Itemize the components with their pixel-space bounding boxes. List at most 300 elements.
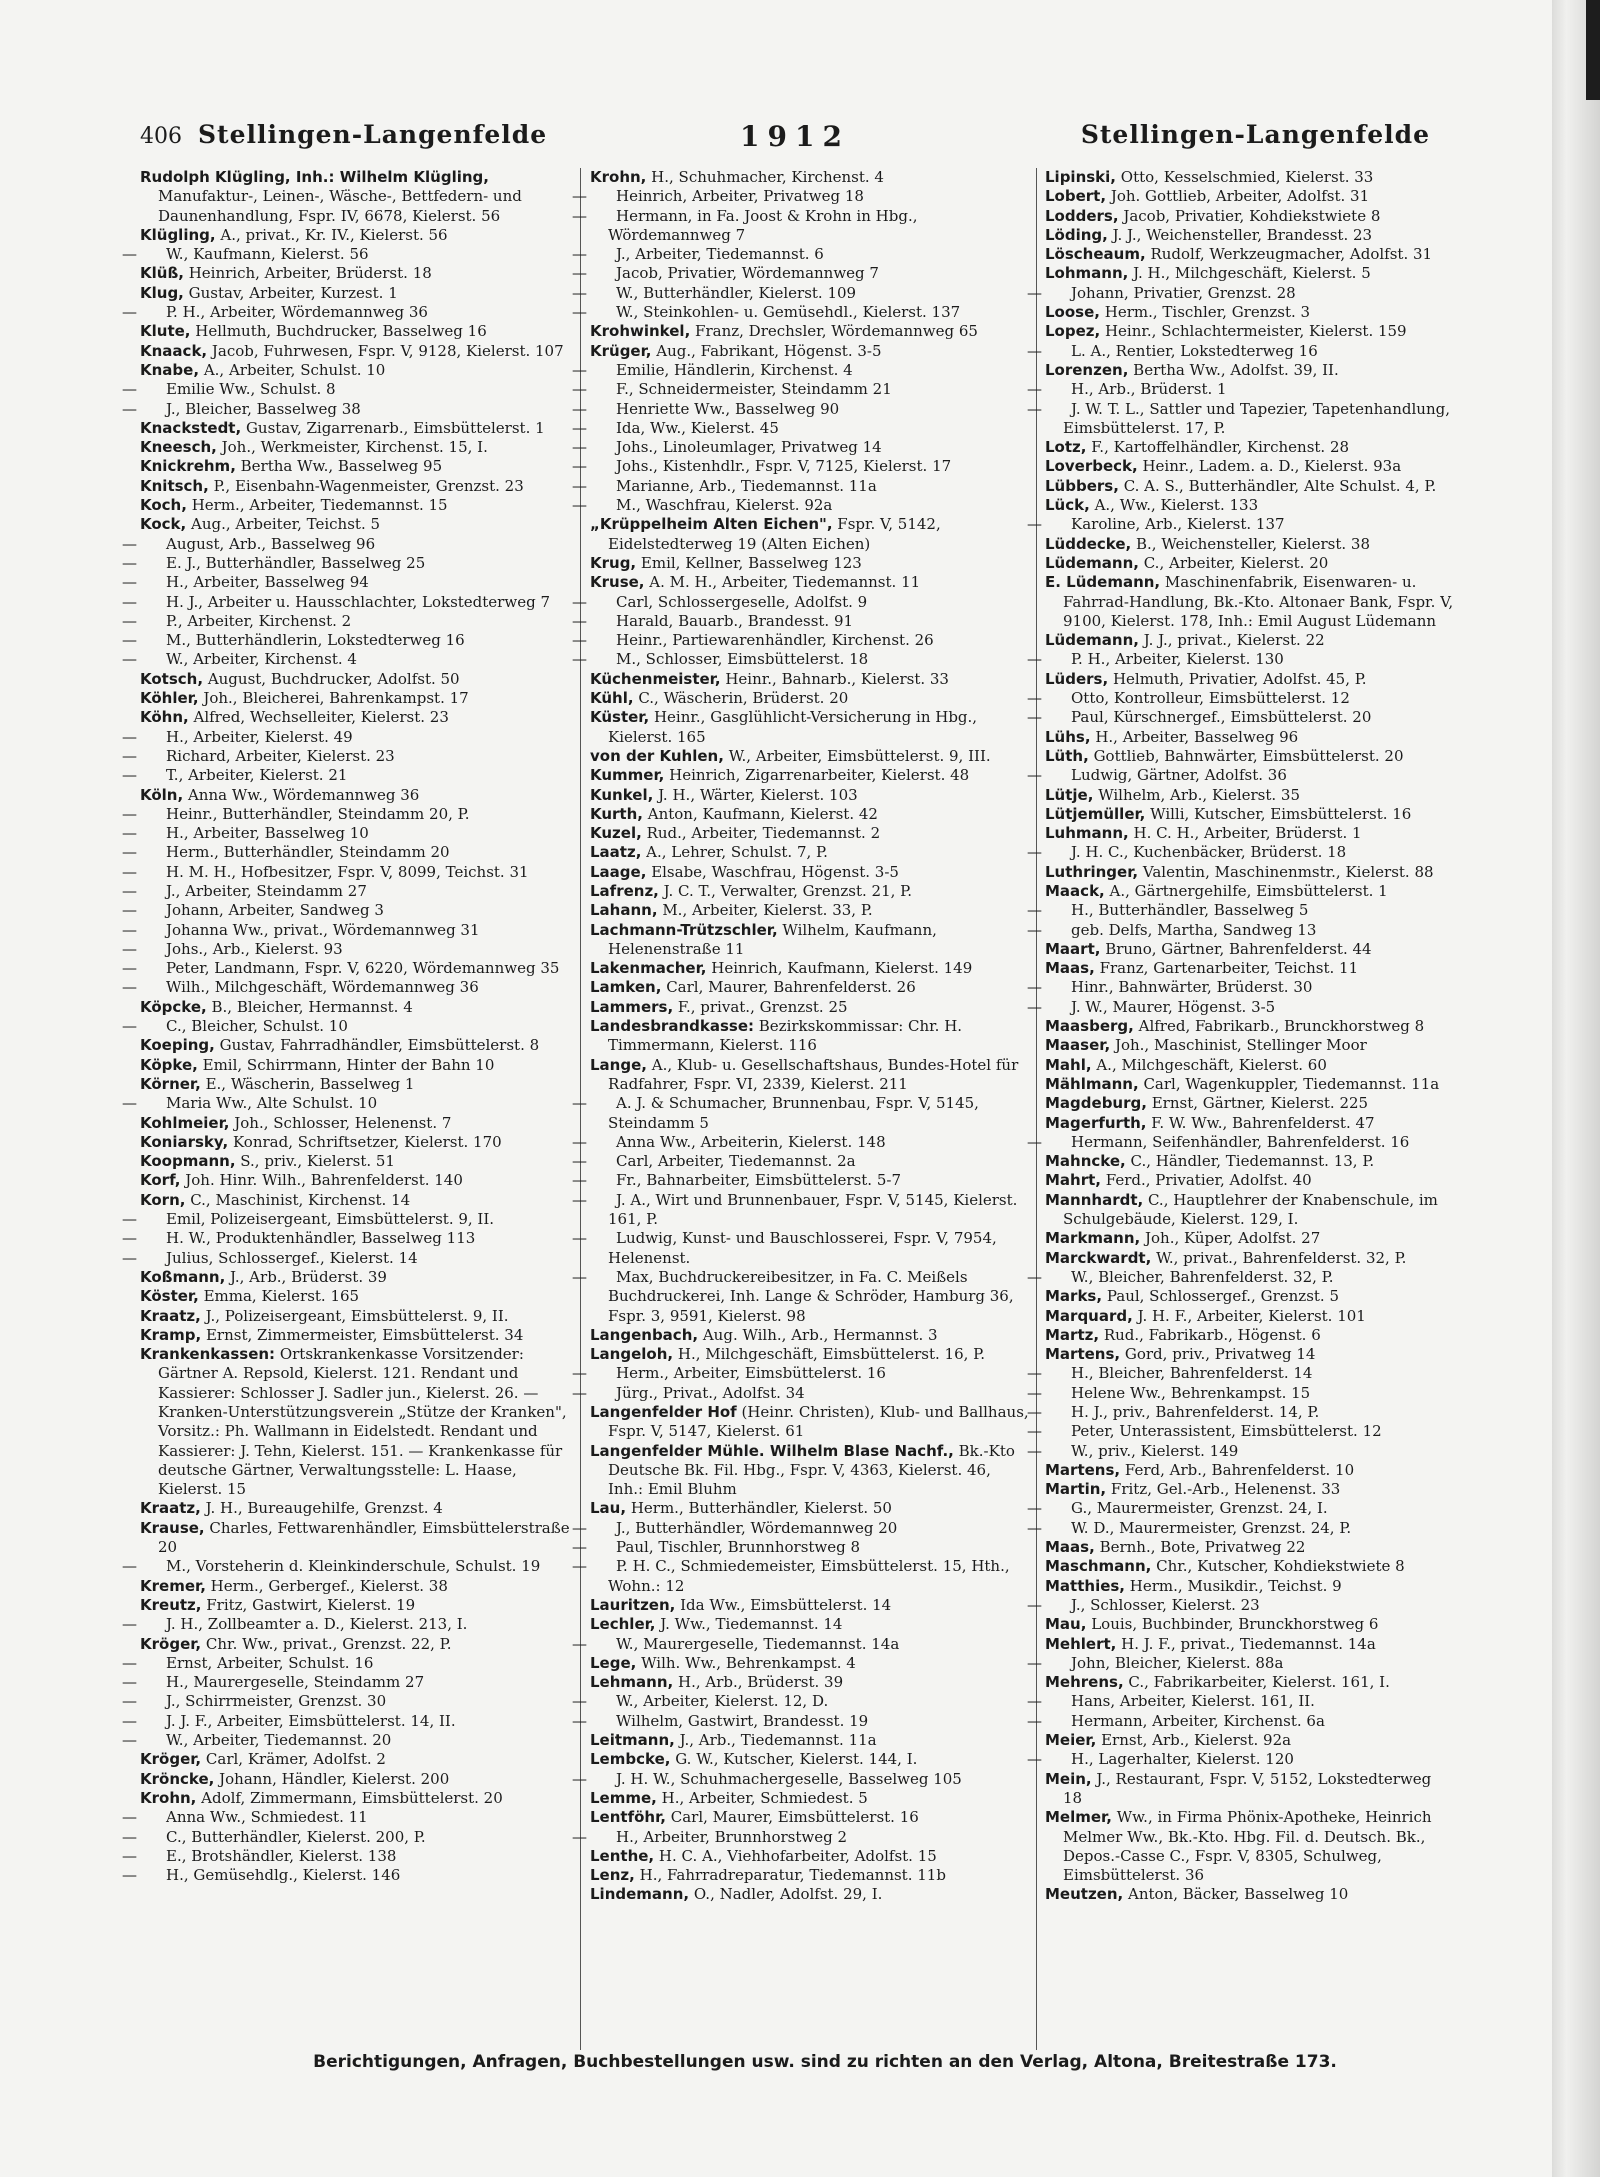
directory-entry bbox=[590, 322, 1030, 341]
directory-entry bbox=[1045, 1673, 1455, 1692]
entry-name: Laatz, bbox=[590, 843, 642, 862]
entry-details: Otto, Kesselschmied, Kielerst. 33 bbox=[1116, 168, 1374, 186]
entry-name: Leitmann, bbox=[590, 1731, 675, 1750]
directory-entry bbox=[590, 342, 1030, 361]
directory-entry bbox=[590, 1499, 1030, 1518]
entry-details: Johs., Linoleumlager, Privatweg 14 bbox=[616, 438, 882, 457]
repeat-name-dash: — bbox=[122, 399, 137, 418]
entry-details: Ortskrankenkasse Vorsitzender: Gärtner A. Repsold, Kielerst. 121. Rendant und Kassierer: Schlosser J. Sadler jun., Kielerst. 26. — Kranken-Unterstützungsverein „Stütze der Kranken", Vorsitz.: Ph. Wallmann in Eidelstedt. Rendant und Kassierer: J. Tehn, Kielerst. 151. — Krankenkasse für deutsche Gärtner, Verwaltungsstelle: L. Haase, Kielerst. 15 bbox=[158, 1345, 567, 1499]
entry-details: Ernst, Zimmermeister, Eimsbüttelerst. 34 bbox=[201, 1325, 524, 1344]
directory-entry bbox=[140, 1114, 570, 1133]
entry-details: J. W. T. L., Sattler und Tapezier, Tapetenhandlung, Eimsbüttelerst. 17, P. bbox=[1063, 399, 1450, 437]
entry-name: Loose, bbox=[1045, 303, 1100, 322]
entry-details: A., Arbeiter, Schulst. 10 bbox=[199, 360, 386, 379]
entry-details: C. A. S., Butterhändler, Alte Schulst. 4, P. bbox=[1118, 476, 1437, 495]
entry-details: Gustav, Zigarrenarb., Eimsbüttelerst. 1 bbox=[241, 418, 545, 437]
repeat-name-dash: — bbox=[572, 1557, 587, 1576]
entry-details: Chr., Kutscher, Kohdiekstwiete 8 bbox=[1151, 1557, 1405, 1576]
entry-name: Knaack, bbox=[140, 341, 208, 360]
directory-entry bbox=[1045, 322, 1455, 341]
directory-entry bbox=[1045, 805, 1455, 824]
repeat-name-dash: — bbox=[122, 1557, 137, 1576]
directory-entry bbox=[122, 727, 570, 747]
entry-name: Mein, bbox=[1045, 1769, 1092, 1788]
directory-entry bbox=[1045, 1538, 1455, 1557]
directory-entry bbox=[590, 1326, 1030, 1345]
entry-details: Bk.-Kto Deutsche Bk. Fil. Hbg., Fspr. V, 4363, Kielerst. 46, Inh.: Emil Bluhm bbox=[608, 1441, 1015, 1499]
entry-details: Herm., Butterhändler, Steindamm 20 bbox=[166, 843, 450, 862]
directory-entry bbox=[1045, 1808, 1455, 1885]
entry-name: Magdeburg, bbox=[1045, 1094, 1147, 1113]
entry-name: Kotsch, bbox=[140, 669, 204, 688]
directory-entry bbox=[1045, 1017, 1455, 1036]
entry-name: Lüdemann, bbox=[1045, 631, 1139, 650]
directory-entry bbox=[1045, 187, 1455, 206]
entry-details: G., Maurermeister, Grenzst. 24, I. bbox=[1071, 1499, 1328, 1518]
entry-details: A., Lehrer, Schulst. 7, P. bbox=[641, 843, 828, 862]
entry-name: Kraatz, bbox=[140, 1306, 201, 1325]
directory-entry bbox=[590, 1808, 1030, 1827]
entry-details: Manufaktur-, Leinen-, Wäsche-, Bettfedern- und Daunenhandlung, Fspr. IV, 6678, Kielerst. 56 bbox=[158, 187, 522, 225]
entry-details: H. J., Arbeiter u. Hausschlachter, Lokstedterweg 7 bbox=[166, 592, 550, 611]
directory-entry bbox=[572, 1383, 1030, 1403]
entry-details: Emma, Kielerst. 165 bbox=[198, 1287, 360, 1306]
directory-entry bbox=[1045, 1075, 1455, 1094]
repeat-name-dash: — bbox=[572, 1634, 587, 1653]
directory-entry bbox=[1027, 399, 1455, 439]
entry-details: H., Arbeiter, Schmiedest. 5 bbox=[656, 1788, 868, 1807]
repeat-name-dash: — bbox=[122, 920, 137, 939]
entry-name: Klug, bbox=[140, 283, 184, 302]
directory-entry bbox=[122, 1017, 570, 1036]
entry-name: Martens, bbox=[1045, 1460, 1121, 1479]
entry-details: Heinr., Gasglühlicht-Versicherung in Hbg., Kielerst. 165 bbox=[608, 708, 978, 746]
entry-details: A., Klub- u. Gesellschaftshaus, Bundes-Hotel für Radfahrer, Fspr. VI, 2339, Kielerst. 211 bbox=[608, 1055, 1019, 1093]
repeat-name-dash: — bbox=[122, 1094, 137, 1113]
entry-name: Korn, bbox=[140, 1190, 186, 1209]
directory-entry bbox=[590, 882, 1030, 901]
entry-details: Hellmuth, Buchdrucker, Basselweg 16 bbox=[190, 322, 487, 341]
repeat-name-dash: — bbox=[572, 1229, 587, 1248]
directory-entry bbox=[572, 1094, 1030, 1133]
directory-entry bbox=[572, 1518, 1030, 1538]
directory-entry bbox=[1045, 940, 1455, 959]
repeat-name-dash: — bbox=[572, 1769, 587, 1788]
directory-entry bbox=[572, 1692, 1030, 1711]
entry-details: F. W. Ww., Bahrenfelderst. 47 bbox=[1146, 1113, 1375, 1132]
entry-details: Heinrich, Arbeiter, Privatweg 18 bbox=[616, 187, 864, 206]
repeat-name-dash: — bbox=[122, 245, 137, 264]
directory-entry bbox=[122, 1094, 570, 1113]
directory-entry bbox=[1027, 920, 1455, 940]
entry-details: Ww., in Firma Phönix-Apotheke, Heinrich Melmer Ww., Bk.-Kto. Hbg. Fil. d. Deutsch. Bk., Depos.-Casse C., Fspr. V, 8305, Schulweg, Eimsbüttelerst. 36 bbox=[1063, 1808, 1432, 1885]
entry-details: Herm., Gerbergef., Kielerst. 38 bbox=[205, 1576, 448, 1595]
entry-name: Loverbeck, bbox=[1045, 457, 1138, 476]
directory-entry bbox=[572, 399, 1030, 419]
directory-entry bbox=[590, 708, 1030, 747]
directory-entry bbox=[1027, 1750, 1455, 1769]
directory-entry bbox=[590, 901, 1030, 920]
directory-entry bbox=[590, 824, 1030, 843]
directory-entry bbox=[590, 766, 1030, 785]
directory-entry bbox=[1045, 786, 1455, 805]
repeat-name-dash: — bbox=[1027, 997, 1042, 1016]
directory-entry bbox=[122, 824, 570, 843]
entry-details: H. C. H., Arbeiter, Brüderst. 1 bbox=[1128, 824, 1362, 843]
entry-details: Emil, Kellner, Basselweg 123 bbox=[636, 553, 862, 572]
repeat-name-dash: — bbox=[572, 283, 587, 302]
repeat-name-dash: — bbox=[122, 1017, 137, 1036]
entry-details: Franz, Gartenarbeiter, Teichst. 11 bbox=[1094, 959, 1359, 978]
entry-details: J. Ww., Tiedemannst. 14 bbox=[655, 1615, 843, 1634]
directory-entry bbox=[1027, 689, 1455, 708]
directory-entry bbox=[140, 226, 570, 245]
directory-entry bbox=[590, 1442, 1030, 1500]
directory-entry bbox=[140, 1499, 570, 1518]
entry-name: Lühs, bbox=[1045, 727, 1091, 746]
entry-name: Lechler, bbox=[590, 1615, 656, 1634]
directory-entry bbox=[140, 438, 570, 457]
directory-entry bbox=[572, 303, 1030, 322]
entry-details: Aug. Wilh., Arb., Hermannst. 3 bbox=[698, 1325, 938, 1344]
repeat-name-dash: — bbox=[572, 1364, 587, 1383]
entry-details: A., privat., Kr. IV., Kielerst. 56 bbox=[215, 225, 448, 244]
directory-entry bbox=[1045, 1191, 1455, 1230]
repeat-name-dash: — bbox=[1027, 1383, 1042, 1402]
entry-details: W., Steinkohlen- u. Gemüsehdl., Kielerst. 137 bbox=[616, 303, 961, 322]
entry-name: Langenbach, bbox=[590, 1325, 699, 1344]
directory-entry bbox=[590, 978, 1030, 997]
entry-details: Hinr., Bahnwärter, Brüderst. 30 bbox=[1071, 978, 1313, 997]
entry-details: J. J. F., Arbeiter, Eimsbüttelerst. 14, II. bbox=[166, 1711, 456, 1730]
entry-details: Hermann, Seifenhändler, Bahrenfelderst. 16 bbox=[1071, 1132, 1410, 1151]
entry-name: Krohn, bbox=[140, 1788, 197, 1807]
entry-details: Emilie Ww., Schulst. 8 bbox=[166, 380, 336, 399]
entry-details: Jacob, Privatier, Wördemannweg 7 bbox=[616, 264, 879, 283]
directory-entry bbox=[122, 920, 570, 940]
entry-name: Mehrens, bbox=[1045, 1673, 1124, 1692]
directory-entry bbox=[1045, 863, 1455, 882]
entry-details: Joh., Bleicherei, Bahrenkampst. 17 bbox=[198, 689, 469, 708]
repeat-name-dash: — bbox=[1027, 1653, 1042, 1672]
directory-entry bbox=[140, 786, 570, 805]
entry-details: J., Arb., Brüderst. 39 bbox=[225, 1267, 387, 1286]
entry-details: Elsabe, Waschfrau, Högenst. 3-5 bbox=[646, 862, 899, 881]
repeat-name-dash: — bbox=[572, 360, 587, 379]
entry-name: Kremer, bbox=[140, 1576, 206, 1595]
entry-name: Lipinski, bbox=[1045, 168, 1117, 186]
entry-details: Rud., Arbeiter, Tiedemannst. 2 bbox=[641, 824, 881, 843]
entry-details: Charles, Fettwarenhändler, Eimsbüttelerstraße 20 bbox=[158, 1518, 570, 1557]
repeat-name-dash: — bbox=[572, 245, 587, 264]
entry-details: P. H., Arbeiter, Kielerst. 130 bbox=[1071, 650, 1284, 669]
entry-details: Bruno, Gärtner, Bahrenfelderst. 44 bbox=[1100, 939, 1372, 958]
entry-details: J. J., privat., Kielerst. 22 bbox=[1138, 631, 1325, 650]
entry-details: Anna Ww., Schmiedest. 11 bbox=[166, 1808, 368, 1827]
entry-details: Anton, Bäcker, Basselweg 10 bbox=[1123, 1885, 1349, 1904]
directory-entry bbox=[572, 1364, 1030, 1383]
entry-details: W., Kaufmann, Kielerst. 56 bbox=[166, 245, 369, 264]
entry-details: Heinrich, Zigarrenarbeiter, Kielerst. 48 bbox=[664, 766, 970, 785]
entry-name: Maas, bbox=[1045, 959, 1095, 978]
directory-entry bbox=[140, 419, 570, 438]
directory-entry bbox=[1045, 1056, 1455, 1075]
repeat-name-dash: — bbox=[122, 592, 137, 611]
directory-entry bbox=[140, 1056, 570, 1075]
entry-details: Anna Ww., Arbeiterin, Kielerst. 148 bbox=[616, 1132, 886, 1151]
entry-name: Lau, bbox=[590, 1499, 627, 1518]
directory-entry bbox=[140, 457, 570, 476]
entry-name: Löscheaum, bbox=[1045, 245, 1146, 264]
entry-details: J., Schlosser, Kielerst. 23 bbox=[1071, 1595, 1260, 1614]
entry-details: J., Bleicher, Basselweg 38 bbox=[166, 399, 361, 418]
repeat-name-dash: — bbox=[122, 766, 137, 785]
entry-details: Paul, Schlossergef., Grenzst. 5 bbox=[1102, 1287, 1339, 1306]
entry-details: Alfred, Wechselleiter, Kielerst. 23 bbox=[188, 708, 449, 727]
directory-entry bbox=[122, 1210, 570, 1229]
entry-name: Luthringer, bbox=[1045, 862, 1139, 881]
entry-details: Gord, priv., Privatweg 14 bbox=[1120, 1345, 1316, 1364]
entry-name: Marks, bbox=[1045, 1287, 1103, 1306]
directory-entry bbox=[140, 1133, 570, 1152]
entry-details: Fspr. V, 5142, Eidelstedterweg 19 (Alten Eichen) bbox=[608, 515, 941, 553]
directory-entry bbox=[1045, 959, 1455, 978]
directory-entry bbox=[1045, 1326, 1455, 1345]
entry-name: Marquard, bbox=[1045, 1306, 1133, 1325]
directory-entry bbox=[590, 554, 1030, 573]
repeat-name-dash: — bbox=[122, 978, 137, 997]
entry-details: Carl, Maurer, Bahrenfelderst. 26 bbox=[661, 978, 916, 997]
entry-details: H., Gemüsehdlg., Kielerst. 146 bbox=[166, 1866, 401, 1885]
repeat-name-dash: — bbox=[572, 380, 587, 399]
entry-details: B., Weichensteller, Kielerst. 38 bbox=[1131, 534, 1371, 553]
entry-details: G. W., Kutscher, Kielerst. 144, I. bbox=[670, 1750, 918, 1769]
directory-entry bbox=[1027, 1364, 1455, 1383]
directory-entry bbox=[1045, 1287, 1455, 1306]
entry-name: Matthies, bbox=[1045, 1576, 1126, 1595]
directory-entry bbox=[140, 1789, 570, 1808]
entry-name: Mau, bbox=[1045, 1615, 1087, 1634]
entry-details: Rudolf, Werkzeugmacher, Adolfst. 31 bbox=[1145, 245, 1433, 264]
entry-details: J. H. F., Arbeiter, Kielerst. 101 bbox=[1132, 1306, 1366, 1325]
entry-name: Lamken, bbox=[590, 978, 662, 997]
entry-details: Heinr., Schlachtermeister, Kielerst. 159 bbox=[1100, 322, 1407, 341]
directory-entry bbox=[122, 862, 570, 882]
repeat-name-dash: — bbox=[572, 1132, 587, 1151]
entry-name: Kurth, bbox=[590, 804, 643, 823]
directory-entry bbox=[122, 1615, 570, 1634]
repeat-name-dash: — bbox=[1027, 708, 1042, 727]
entry-name: Martin, bbox=[1045, 1480, 1107, 1499]
directory-entry bbox=[140, 361, 570, 380]
directory-entry bbox=[140, 670, 570, 689]
entry-name: Meier, bbox=[1045, 1731, 1097, 1750]
directory-entry bbox=[1045, 573, 1455, 631]
directory-entry bbox=[1027, 1403, 1455, 1422]
entry-details: H., Arbeiter, Basselweg 10 bbox=[166, 824, 369, 843]
directory-entry bbox=[590, 1885, 1030, 1904]
entry-details: Peter, Unterassistent, Eimsbüttelerst. 12 bbox=[1071, 1422, 1382, 1441]
repeat-name-dash: — bbox=[572, 650, 587, 669]
directory-entry bbox=[140, 1577, 570, 1596]
directory-entry bbox=[572, 1132, 1030, 1152]
directory-entry bbox=[1027, 1653, 1455, 1673]
repeat-name-dash: — bbox=[572, 611, 587, 630]
entry-details: Joh. Gottlieb, Arbeiter, Adolfst. 31 bbox=[1106, 187, 1370, 206]
entry-details: Jürg., Privat., Adolfst. 34 bbox=[616, 1383, 805, 1402]
entry-name: Mählmann, bbox=[1045, 1074, 1139, 1093]
entry-details: O., Nadler, Adolfst. 29, I. bbox=[689, 1885, 883, 1904]
directory-entry bbox=[140, 1075, 570, 1094]
repeat-name-dash: — bbox=[122, 1808, 137, 1827]
repeat-name-dash: — bbox=[122, 1673, 137, 1692]
entry-details: Hans, Arbeiter, Kielerst. 161, II. bbox=[1071, 1692, 1315, 1711]
entry-details: Valentin, Maschinenmstr., Kielerst. 88 bbox=[1138, 862, 1434, 881]
entry-name: Lachmann-Trützschler, bbox=[590, 920, 778, 939]
directory-entry bbox=[140, 1152, 570, 1171]
entry-details: W., Arbeiter, Tiedemannst. 20 bbox=[166, 1731, 392, 1750]
directory-entry bbox=[572, 283, 1030, 303]
repeat-name-dash: — bbox=[122, 1210, 137, 1229]
entry-details: J. H. W., Schuhmachergeselle, Basselweg 105 bbox=[616, 1769, 962, 1788]
entry-name: Marckwardt, bbox=[1045, 1248, 1152, 1267]
directory-entry bbox=[590, 1866, 1030, 1885]
page-header bbox=[120, 120, 1430, 160]
repeat-name-dash: — bbox=[572, 1827, 587, 1846]
repeat-name-dash: — bbox=[1027, 283, 1042, 302]
directory-entry bbox=[1045, 1171, 1455, 1190]
directory-entry bbox=[1027, 1711, 1455, 1731]
entry-details: J. C. T., Verwalter, Grenzst. 21, P. bbox=[658, 881, 912, 900]
entry-name: Kröncke, bbox=[140, 1769, 215, 1788]
entry-details: F., privat., Grenzst. 25 bbox=[673, 997, 848, 1016]
directory-entry bbox=[590, 747, 1030, 766]
entry-details: Bezirkskommissar: Chr. H. Timmermann, Kielerst. 116 bbox=[608, 1017, 963, 1055]
directory-entry bbox=[572, 1267, 1030, 1326]
repeat-name-dash: — bbox=[1027, 1441, 1042, 1460]
entry-name: Lüddecke, bbox=[1045, 534, 1132, 553]
entry-details: Maschinenfabrik, Eisenwaren- u. Fahrrad-Handlung, Bk.-Kto. Altonaer Bank, Fspr. V, 9100, Kielerst. 178, Inh.: Emil August Lüdemann bbox=[1063, 573, 1454, 630]
entry-details: H., Lagerhalter, Kielerst. 120 bbox=[1071, 1750, 1294, 1769]
entry-details: John, Bleicher, Kielerst. 88a bbox=[1071, 1653, 1284, 1672]
entry-details: August, Buchdrucker, Adolfst. 50 bbox=[203, 669, 460, 688]
directory-entry bbox=[122, 1557, 570, 1576]
directory-entry bbox=[590, 515, 1030, 554]
entry-details: Wilhelm, Gastwirt, Brandesst. 19 bbox=[616, 1711, 869, 1730]
repeat-name-dash: — bbox=[122, 901, 137, 920]
entry-details: P. H. C., Schmiedemeister, Eimsbüttelerst. 15, Hth., Wohn.: 12 bbox=[608, 1557, 1010, 1595]
entry-details: J. H., Zollbeamter a. D., Kielerst. 213, I. bbox=[166, 1615, 468, 1634]
entry-details: F., Schneidermeister, Steindamm 21 bbox=[616, 380, 892, 399]
repeat-name-dash: — bbox=[572, 1383, 587, 1402]
page-number: 406 bbox=[140, 124, 182, 149]
directory-entry bbox=[1027, 650, 1455, 669]
entry-name: Mehlert, bbox=[1045, 1634, 1117, 1653]
entry-name: Kock, bbox=[140, 515, 187, 534]
entry-details: J., Restaurant, Fspr. V, 5152, Lokstedterweg 18 bbox=[1063, 1769, 1432, 1807]
entry-name: Kneesch, bbox=[140, 438, 217, 457]
entry-name: Koopmann, bbox=[140, 1152, 236, 1171]
directory-entry bbox=[140, 1770, 570, 1789]
entry-name: Krug, bbox=[590, 553, 637, 572]
entry-details: geb. Delfs, Martha, Sandweg 13 bbox=[1071, 920, 1317, 939]
entry-name: Lange, bbox=[590, 1055, 647, 1074]
entry-details: Ferd., Privatier, Adolfst. 40 bbox=[1101, 1171, 1312, 1190]
entry-name: Knitsch, bbox=[140, 476, 209, 495]
directory-entry bbox=[1045, 1615, 1455, 1634]
entry-details: Wilh. Ww., Behrenkampst. 4 bbox=[636, 1653, 856, 1672]
entry-name: E. Lüdemann, bbox=[1045, 573, 1161, 592]
directory-entry bbox=[122, 650, 570, 669]
entry-name: Kummer, bbox=[590, 766, 665, 785]
directory-entry bbox=[140, 1326, 570, 1345]
repeat-name-dash: — bbox=[122, 1846, 137, 1865]
directory-entry bbox=[572, 380, 1030, 399]
entry-details: Anna Ww., Wördemannweg 36 bbox=[183, 785, 420, 804]
repeat-name-dash: — bbox=[1027, 843, 1042, 862]
entry-name: Knickrehm, bbox=[140, 457, 236, 476]
directory-entry bbox=[590, 1403, 1030, 1442]
entry-name: Kohlmeier, bbox=[140, 1113, 230, 1132]
directory-entry bbox=[1045, 1036, 1455, 1055]
repeat-name-dash: — bbox=[122, 1731, 137, 1750]
repeat-name-dash: — bbox=[1027, 1364, 1042, 1383]
entry-name: Kröger, bbox=[140, 1634, 202, 1653]
directory-entry bbox=[590, 1056, 1030, 1095]
entry-name: Maschmann, bbox=[1045, 1557, 1152, 1576]
entry-name: Koeping, bbox=[140, 1036, 215, 1055]
entry-name: Köhler, bbox=[140, 689, 199, 708]
entry-name: Kreutz, bbox=[140, 1595, 202, 1614]
entry-details: Gottlieb, Bahnwärter, Eimsbüttelerst. 20 bbox=[1088, 746, 1404, 765]
directory-entry bbox=[590, 843, 1030, 862]
entry-details: H., Schuhmacher, Kirchenst. 4 bbox=[646, 168, 884, 186]
entry-name: Kraatz, bbox=[140, 1499, 201, 1518]
directory-entry bbox=[590, 1596, 1030, 1615]
entry-details: H., Arbeiter, Kielerst. 49 bbox=[166, 727, 353, 746]
directory-entry bbox=[1045, 245, 1455, 264]
entry-name: Lembcke, bbox=[590, 1750, 671, 1769]
directory-column-1 bbox=[122, 168, 570, 1885]
entry-name: Lüth, bbox=[1045, 746, 1089, 765]
entry-details: J. H. C., Kuchenbäcker, Brüderst. 18 bbox=[1071, 843, 1347, 862]
running-title-right: Stellingen-Langenfelde bbox=[1080, 120, 1430, 149]
entry-details: L. A., Rentier, Lokstedterweg 16 bbox=[1071, 341, 1318, 360]
entry-details: Emilie, Händlerin, Kirchenst. 4 bbox=[616, 360, 853, 379]
repeat-name-dash: — bbox=[122, 862, 137, 881]
entry-details: B., Bleicher, Hermannst. 4 bbox=[206, 997, 413, 1016]
repeat-name-dash: — bbox=[572, 1190, 587, 1209]
directory-entry bbox=[572, 1190, 1030, 1230]
entry-details: Peter, Landmann, Fspr. V, 6220, Wördemannweg 35 bbox=[166, 959, 560, 978]
directory-entry bbox=[122, 1248, 570, 1268]
repeat-name-dash: — bbox=[1027, 920, 1042, 939]
entry-details: Carl, Wagenkuppler, Tiedemannst. 11a bbox=[1138, 1074, 1440, 1093]
entry-details: H. J., priv., Bahrenfelderst. 14, P. bbox=[1071, 1403, 1320, 1421]
directory-entry bbox=[122, 534, 570, 554]
directory-entry bbox=[1045, 535, 1455, 554]
directory-entry bbox=[140, 1307, 570, 1326]
directory-entry bbox=[572, 650, 1030, 669]
entry-details: M., Butterhändlerin, Lokstedterweg 16 bbox=[166, 631, 465, 650]
repeat-name-dash: — bbox=[1027, 515, 1042, 534]
entry-details: Carl, Arbeiter, Tiedemannst. 2a bbox=[616, 1152, 856, 1171]
entry-name: Koniarsky, bbox=[140, 1132, 229, 1151]
directory-entry bbox=[1045, 1731, 1455, 1750]
entry-details: C., Maschinist, Kirchenst. 14 bbox=[185, 1190, 411, 1209]
entry-details: Johann, Arbeiter, Sandweg 3 bbox=[166, 901, 384, 920]
entry-details: Bertha Ww., Adolfst. 39, II. bbox=[1128, 360, 1339, 379]
